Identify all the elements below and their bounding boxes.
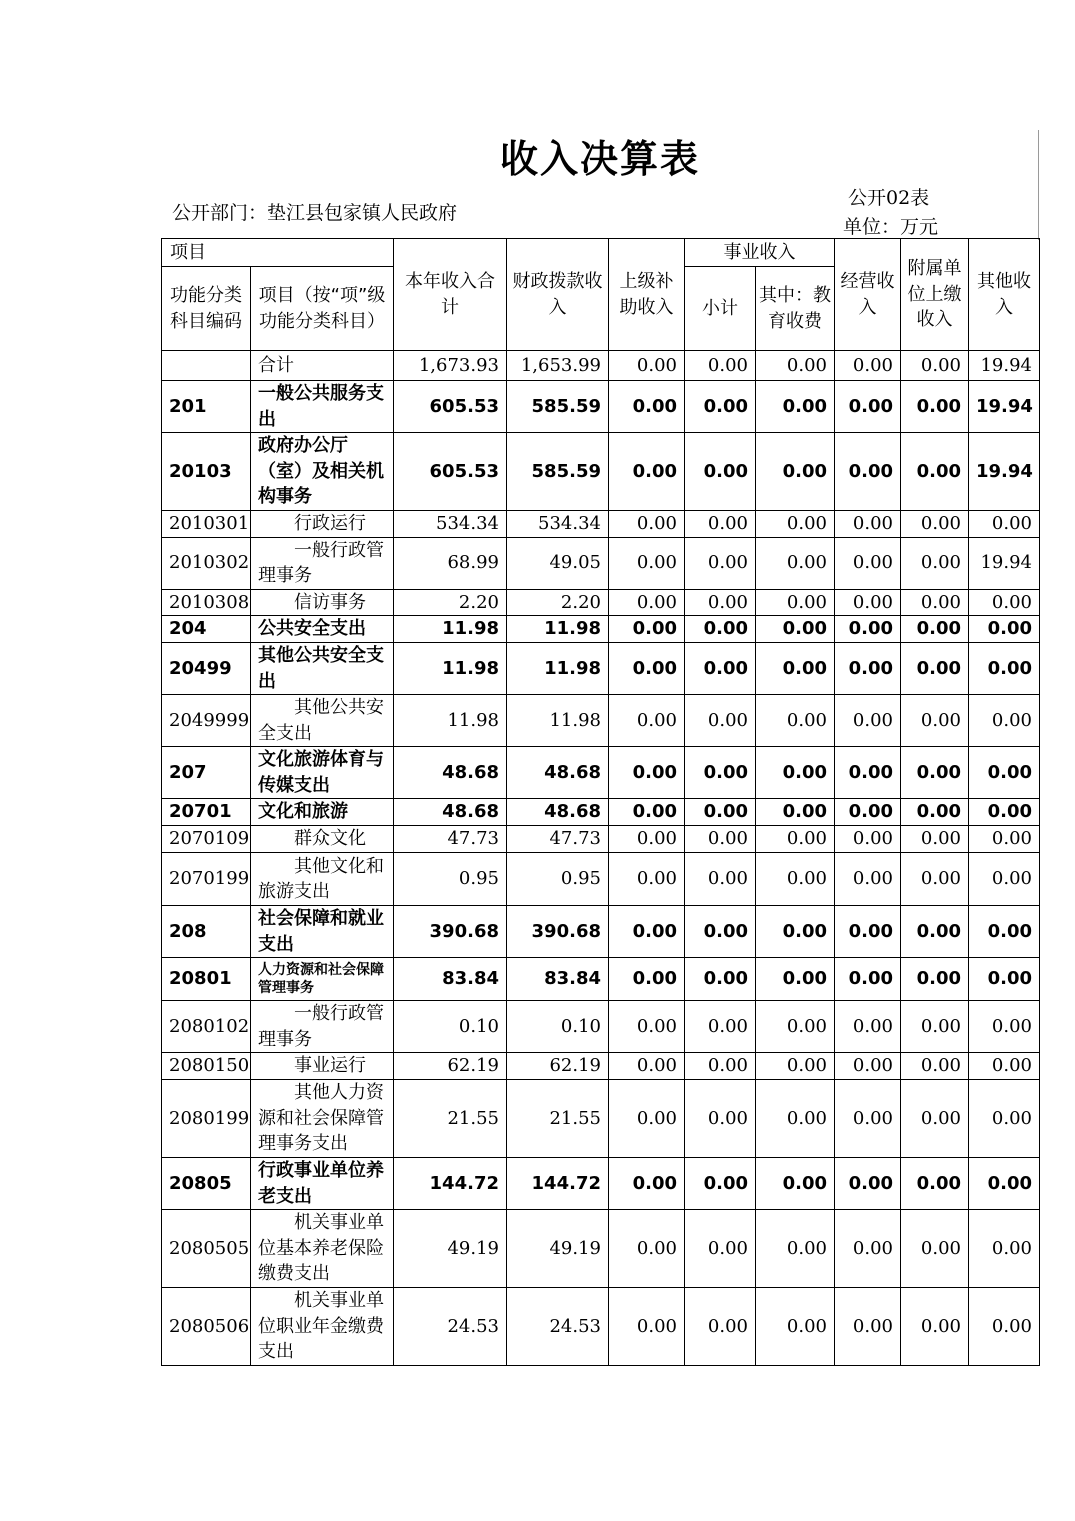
- row-value: 2.20: [394, 589, 507, 616]
- row-value: 0.00: [685, 433, 756, 511]
- table-row: [162, 1158, 1040, 1210]
- row-name: 群众文化: [251, 826, 394, 853]
- row-value: 0.00: [901, 537, 969, 589]
- row-value: 0.00: [901, 433, 969, 511]
- row-value: 0.00: [835, 511, 901, 538]
- header-other: 其他收入: [969, 239, 1040, 351]
- header-career: 事业收入: [685, 239, 835, 267]
- row-value: 0.00: [756, 1158, 835, 1210]
- row-value: 0.00: [609, 826, 685, 853]
- row-value: 0.00: [685, 1158, 756, 1210]
- row-value: 0.00: [609, 537, 685, 589]
- row-value: 0.00: [835, 433, 901, 511]
- row-value: 0.00: [835, 1288, 901, 1366]
- row-code: 2049999: [162, 695, 251, 747]
- form-number: 公开02表: [848, 187, 930, 209]
- table-row: [162, 826, 1040, 853]
- row-value: 605.53: [394, 433, 507, 511]
- row-value: 48.68: [507, 747, 609, 799]
- table-row: [162, 616, 1040, 643]
- row-name: 事业运行: [251, 1053, 394, 1080]
- row-value: 0.00: [609, 906, 685, 958]
- row-value: 11.98: [394, 695, 507, 747]
- row-value: 0.00: [969, 906, 1040, 958]
- row-value: 0.00: [756, 799, 835, 826]
- row-value: 534.34: [394, 511, 507, 538]
- row-value: 0.00: [609, 616, 685, 643]
- row-value: 2.20: [507, 589, 609, 616]
- total-cell: 0.00: [901, 351, 969, 381]
- row-value: 0.00: [609, 1001, 685, 1053]
- table-row: [162, 747, 1040, 799]
- row-value: 19.94: [969, 537, 1040, 589]
- row-value: 0.00: [685, 906, 756, 958]
- header-fiscal: 财政拨款收入: [507, 239, 609, 351]
- row-value: 0.00: [901, 381, 969, 433]
- row-value: 48.68: [394, 799, 507, 826]
- total-cell: 0.00: [609, 351, 685, 381]
- row-code: 20701: [162, 799, 251, 826]
- row-code: 2080199: [162, 1080, 251, 1158]
- total-cell: 1,673.93: [394, 351, 507, 381]
- row-value: 0.00: [969, 1210, 1040, 1288]
- row-value: 0.00: [901, 616, 969, 643]
- row-value: 0.00: [685, 1288, 756, 1366]
- row-value: 62.19: [507, 1053, 609, 1080]
- row-value: 0.00: [685, 695, 756, 747]
- row-value: 0.00: [835, 589, 901, 616]
- row-value: 0.00: [969, 747, 1040, 799]
- table-row: [162, 643, 1040, 695]
- row-value: 0.00: [835, 537, 901, 589]
- row-value: 0.00: [835, 381, 901, 433]
- row-value: 0.00: [756, 906, 835, 958]
- row-value: 83.84: [507, 958, 609, 1001]
- row-value: 0.00: [901, 1210, 969, 1288]
- row-value: 0.00: [685, 826, 756, 853]
- row-code: 2080150: [162, 1053, 251, 1080]
- row-value: 19.94: [969, 381, 1040, 433]
- row-value: 49.19: [507, 1210, 609, 1288]
- row-value: 0.00: [756, 826, 835, 853]
- table-row: [162, 853, 1040, 906]
- row-name: 一般公共服务支出: [251, 381, 394, 433]
- total-row: [162, 351, 1040, 381]
- row-value: 0.00: [685, 643, 756, 695]
- row-value: 0.00: [901, 906, 969, 958]
- table-row: [162, 1288, 1040, 1366]
- header-operating: 经营收入: [835, 239, 901, 351]
- row-value: 0.00: [756, 958, 835, 1001]
- row-value: 0.00: [685, 381, 756, 433]
- table-row: [162, 1001, 1040, 1053]
- row-code: 2010308: [162, 589, 251, 616]
- row-value: 0.00: [609, 1288, 685, 1366]
- row-value: 0.00: [609, 799, 685, 826]
- row-value: 0.00: [609, 958, 685, 1001]
- row-value: 0.10: [394, 1001, 507, 1053]
- header-code: 功能分类科目编码: [162, 267, 251, 351]
- row-value: 0.00: [835, 616, 901, 643]
- row-value: 0.00: [901, 511, 969, 538]
- table-row: [162, 799, 1040, 826]
- row-value: 0.00: [835, 1053, 901, 1080]
- row-value: 0.95: [507, 853, 609, 906]
- row-value: 0.00: [835, 906, 901, 958]
- row-value: 0.00: [756, 1288, 835, 1366]
- row-value: 47.73: [507, 826, 609, 853]
- row-value: 0.00: [685, 511, 756, 538]
- row-value: 0.00: [685, 1210, 756, 1288]
- row-value: 0.00: [835, 695, 901, 747]
- row-value: 0.00: [835, 958, 901, 1001]
- row-code: 2070109: [162, 826, 251, 853]
- row-value: 0.00: [685, 1053, 756, 1080]
- row-name: 行政运行: [251, 511, 394, 538]
- row-name: 文化旅游体育与传媒支出: [251, 747, 394, 799]
- row-name: 社会保障和就业支出: [251, 906, 394, 958]
- row-value: 0.00: [969, 1080, 1040, 1158]
- row-value: 0.00: [901, 1053, 969, 1080]
- row-value: 47.73: [394, 826, 507, 853]
- row-value: 0.00: [756, 747, 835, 799]
- header-edu: 其中：教育收费: [756, 267, 835, 351]
- row-value: 0.00: [756, 1210, 835, 1288]
- row-code: 2080506: [162, 1288, 251, 1366]
- row-value: 0.00: [969, 695, 1040, 747]
- row-value: 49.05: [507, 537, 609, 589]
- row-value: 0.00: [901, 826, 969, 853]
- row-code: 208: [162, 906, 251, 958]
- row-value: 11.98: [507, 643, 609, 695]
- row-value: 49.19: [394, 1210, 507, 1288]
- table-row: [162, 511, 1040, 538]
- row-value: 0.00: [969, 958, 1040, 1001]
- row-value: 0.10: [507, 1001, 609, 1053]
- row-value: 0.00: [609, 511, 685, 538]
- header-affiliated: 附属单位上缴收入: [901, 239, 969, 351]
- row-value: 0.00: [609, 853, 685, 906]
- row-value: 11.98: [394, 643, 507, 695]
- header-subtotal: 小计: [685, 267, 756, 351]
- row-value: 0.00: [835, 853, 901, 906]
- row-code: 2080102: [162, 1001, 251, 1053]
- department-label: 公开部门：垫江县包家镇人民政府: [172, 202, 458, 224]
- row-value: 0.00: [756, 1001, 835, 1053]
- row-name: 其他文化和旅游支出: [251, 853, 394, 906]
- header-upper: 上级补助收入: [609, 239, 685, 351]
- row-value: 0.00: [756, 1080, 835, 1158]
- row-value: 0.00: [609, 433, 685, 511]
- row-value: 0.00: [969, 511, 1040, 538]
- row-value: 0.00: [969, 643, 1040, 695]
- table-row: [162, 589, 1040, 616]
- row-value: 0.00: [901, 853, 969, 906]
- row-value: 0.00: [969, 853, 1040, 906]
- row-name: 信访事务: [251, 589, 394, 616]
- row-value: 0.00: [901, 1080, 969, 1158]
- row-value: 48.68: [394, 747, 507, 799]
- table-row: [162, 1080, 1040, 1158]
- row-value: 21.55: [507, 1080, 609, 1158]
- row-value: 0.00: [835, 1210, 901, 1288]
- unit-label: 单位：万元: [843, 216, 939, 238]
- total-cell: 19.94: [969, 351, 1040, 381]
- row-value: 0.00: [756, 511, 835, 538]
- row-value: 0.00: [756, 433, 835, 511]
- row-value: 62.19: [394, 1053, 507, 1080]
- row-code: 207: [162, 747, 251, 799]
- table-row: [162, 1053, 1040, 1080]
- row-name: 机关事业单位基本养老保险缴费支出: [251, 1210, 394, 1288]
- row-value: 0.00: [609, 381, 685, 433]
- row-value: 0.00: [901, 1158, 969, 1210]
- row-value: 144.72: [507, 1158, 609, 1210]
- row-value: 0.00: [685, 1080, 756, 1158]
- row-value: 11.98: [507, 616, 609, 643]
- row-code: 20801: [162, 958, 251, 1001]
- row-value: 0.00: [685, 853, 756, 906]
- row-value: 0.00: [609, 695, 685, 747]
- table-row: [162, 1210, 1040, 1288]
- row-value: 0.00: [901, 958, 969, 1001]
- row-value: 0.00: [901, 643, 969, 695]
- row-value: 0.95: [394, 853, 507, 906]
- row-value: 0.00: [835, 643, 901, 695]
- row-value: 0.00: [901, 1288, 969, 1366]
- total-cell: 0.00: [835, 351, 901, 381]
- row-value: 0.00: [901, 799, 969, 826]
- row-name: 一般行政管理事务: [251, 1001, 394, 1053]
- table-row: [162, 433, 1040, 511]
- row-value: 0.00: [756, 695, 835, 747]
- row-value: 0.00: [609, 1158, 685, 1210]
- row-value: 0.00: [901, 1001, 969, 1053]
- row-value: 390.68: [507, 906, 609, 958]
- row-value: 144.72: [394, 1158, 507, 1210]
- row-value: 534.34: [507, 511, 609, 538]
- header-total: 本年收入合计: [394, 239, 507, 351]
- row-value: 0.00: [685, 747, 756, 799]
- table-row: [162, 906, 1040, 958]
- row-code: 201: [162, 381, 251, 433]
- row-code: 2080505: [162, 1210, 251, 1288]
- table-row: [162, 958, 1040, 1001]
- row-value: 0.00: [835, 747, 901, 799]
- row-name: 机关事业单位职业年金缴费支出: [251, 1288, 394, 1366]
- row-name: 一般行政管理事务: [251, 537, 394, 589]
- row-value: 0.00: [901, 589, 969, 616]
- row-value: 11.98: [507, 695, 609, 747]
- row-value: 0.00: [969, 589, 1040, 616]
- row-value: 19.94: [969, 433, 1040, 511]
- row-value: 0.00: [685, 799, 756, 826]
- row-name: 公共安全支出: [251, 616, 394, 643]
- row-value: 0.00: [756, 853, 835, 906]
- total-label: 合计: [251, 351, 394, 381]
- row-value: 0.00: [609, 1053, 685, 1080]
- row-value: 0.00: [835, 799, 901, 826]
- row-code: 204: [162, 616, 251, 643]
- row-value: 68.99: [394, 537, 507, 589]
- row-name: 行政事业单位养老支出: [251, 1158, 394, 1210]
- row-code: 20103: [162, 433, 251, 511]
- row-name: 其他公共安全支出: [251, 643, 394, 695]
- header-item: 项目: [162, 239, 394, 267]
- row-value: 0.00: [756, 537, 835, 589]
- total-cell: 1,653.99: [507, 351, 609, 381]
- row-value: 585.59: [507, 433, 609, 511]
- row-value: 0.00: [969, 1158, 1040, 1210]
- row-name: 其他公共安全支出: [251, 695, 394, 747]
- row-code: 20499: [162, 643, 251, 695]
- row-value: 0.00: [685, 589, 756, 616]
- table-row: [162, 381, 1040, 433]
- row-value: 0.00: [756, 616, 835, 643]
- row-value: 0.00: [969, 616, 1040, 643]
- row-code: 20805: [162, 1158, 251, 1210]
- row-value: 0.00: [835, 1158, 901, 1210]
- row-value: 0.00: [609, 1080, 685, 1158]
- row-value: 0.00: [969, 1288, 1040, 1366]
- row-value: 0.00: [969, 1053, 1040, 1080]
- row-value: 24.53: [394, 1288, 507, 1366]
- row-value: 0.00: [685, 616, 756, 643]
- row-value: 0.00: [969, 1001, 1040, 1053]
- row-value: 0.00: [756, 381, 835, 433]
- row-value: 0.00: [756, 589, 835, 616]
- row-value: 605.53: [394, 381, 507, 433]
- row-value: 0.00: [609, 589, 685, 616]
- row-code: 2010302: [162, 537, 251, 589]
- row-value: 0.00: [901, 747, 969, 799]
- row-value: 0.00: [901, 695, 969, 747]
- row-value: 0.00: [969, 799, 1040, 826]
- row-code: 2070199: [162, 853, 251, 906]
- row-name: 人力资源和社会保障管理事务: [251, 958, 394, 1001]
- row-value: 11.98: [394, 616, 507, 643]
- row-value: 0.00: [756, 1053, 835, 1080]
- row-value: 0.00: [756, 643, 835, 695]
- row-value: 0.00: [835, 826, 901, 853]
- total-cell: 0.00: [685, 351, 756, 381]
- row-name: 文化和旅游: [251, 799, 394, 826]
- page-title: 收入决算表: [499, 137, 700, 181]
- row-value: 0.00: [685, 1001, 756, 1053]
- row-value: 585.59: [507, 381, 609, 433]
- row-value: 0.00: [609, 1210, 685, 1288]
- header-name: 项目（按“项”级功能分类科目）: [251, 267, 394, 351]
- row-code: 2010301: [162, 511, 251, 538]
- table-row: [162, 695, 1040, 747]
- revenue-table: [161, 238, 1040, 1366]
- row-value: 0.00: [969, 826, 1040, 853]
- row-value: 21.55: [394, 1080, 507, 1158]
- row-value: 0.00: [835, 1080, 901, 1158]
- row-value: 0.00: [609, 747, 685, 799]
- total-cell: 0.00: [756, 351, 835, 381]
- row-name: 其他人力资源和社会保障管理事务支出: [251, 1080, 394, 1158]
- row-value: 0.00: [609, 643, 685, 695]
- row-value: 24.53: [507, 1288, 609, 1366]
- row-name: 政府办公厅（室）及相关机构事务: [251, 433, 394, 511]
- row-value: 0.00: [835, 1001, 901, 1053]
- row-value: 0.00: [685, 537, 756, 589]
- row-value: 48.68: [507, 799, 609, 826]
- row-value: 390.68: [394, 906, 507, 958]
- row-value: 83.84: [394, 958, 507, 1001]
- table-row: [162, 537, 1040, 589]
- row-value: 0.00: [685, 958, 756, 1001]
